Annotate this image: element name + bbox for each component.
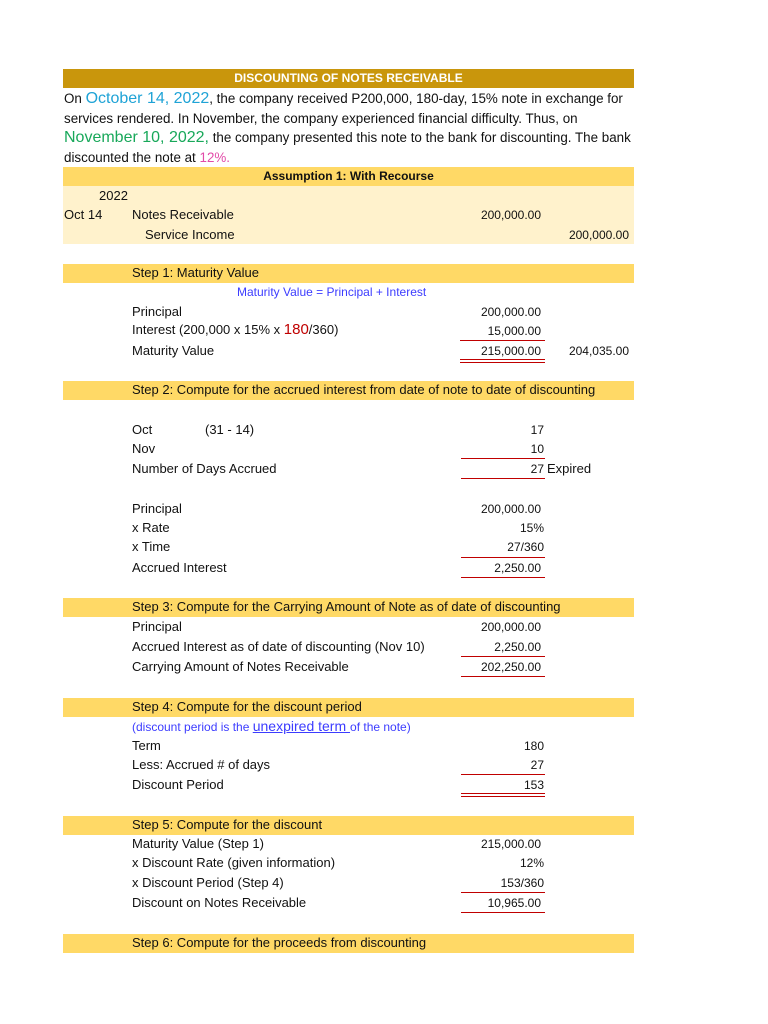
step2-nov-days: 10	[530, 442, 544, 456]
step3-ai: 2,250.00	[494, 640, 541, 654]
step3-ca: 202,250.00	[480, 660, 541, 674]
step2-oct-label: Oct	[132, 422, 153, 437]
step5-dr: 12%	[519, 856, 544, 870]
step1-principal: 200,000.00	[480, 305, 541, 319]
step4-underline	[461, 774, 545, 775]
step1-side-value: 204,035.00	[568, 344, 629, 358]
step5-mv-label: Maturity Value (Step 1)	[132, 836, 264, 851]
step2-time-label: x Time	[132, 539, 171, 554]
step3-ai-label: Accrued Interest as of date of discounting (Nov 10)	[132, 639, 425, 654]
step1-formula: Maturity Value = Principal + Interest	[237, 285, 427, 299]
journal-debit-account: Notes Receivable	[132, 207, 234, 222]
step2-heading: Step 2: Compute for the accrued interest from date of note to date of discounting	[132, 382, 596, 397]
step5-dp-label: x Discount Period (Step 4)	[132, 875, 284, 890]
step5-dr-label: x Discount Rate (given information)	[132, 855, 336, 870]
step5-disc-label: Discount on Notes Receivable	[132, 895, 307, 910]
note-date: October 14, 2022	[85, 90, 210, 107]
step1-interest-days: 180	[283, 321, 309, 338]
step4-note-b: of the note)	[350, 720, 411, 734]
intro-text-3: the company presented this note to the bank for discounting. The bank discounted the note at	[64, 130, 631, 165]
step2-rate-label: x Rate	[132, 520, 170, 535]
step2-principal: 200,000.00	[480, 502, 541, 516]
step2-principal-label: Principal	[132, 501, 182, 516]
step2-ai-underline	[461, 557, 545, 558]
step1-mv: 215,000.00	[480, 344, 541, 358]
step4-term: 180	[523, 739, 544, 753]
step4-note	[132, 718, 411, 734]
discount-rate: 12%.	[199, 149, 231, 165]
step5-dp: 153/360	[500, 876, 544, 890]
step4-note-link: unexpired term	[252, 718, 351, 734]
step3-underline	[461, 656, 545, 657]
step2-days-underline	[461, 458, 545, 459]
step2-days-underline-2	[461, 478, 545, 479]
step5-mv: 215,000.00	[480, 837, 541, 851]
step1-underline	[460, 340, 545, 341]
step4-heading: Step 4: Compute for the discount period	[132, 699, 362, 714]
step1-interest: 15,000.00	[487, 324, 541, 338]
step2-ai-label: Accrued Interest	[132, 560, 227, 575]
step4-dp: 153	[523, 778, 544, 792]
sheet-title: DISCOUNTING OF NOTES RECEIVABLE	[234, 71, 463, 85]
step5-disc: 10,965.00	[487, 896, 541, 910]
intro-text-1: On	[64, 91, 86, 106]
step2-oct-calc: (31 - 14)	[205, 422, 255, 437]
step2-ai-underline-2	[461, 577, 545, 578]
journal-credit-amount: 200,000.00	[568, 228, 629, 242]
step1-double-underline	[460, 359, 545, 363]
step2-days-note: Expired	[547, 461, 592, 476]
step4-term-label: Term	[132, 738, 161, 753]
step2-time: 27/360	[507, 540, 544, 554]
step1-principal-label: Principal	[132, 304, 182, 319]
journal-date: Oct 14	[64, 207, 103, 222]
step5-underline	[461, 892, 545, 893]
step1-interest-label-b: /360)	[308, 322, 339, 337]
intro-text-2: , the company received P200,000, 180-day, 15% note in exchange for services rendered. In November, the company experienced financial difficulty. Thus, on	[64, 91, 623, 126]
step3-principal: 200,000.00	[480, 620, 541, 634]
step2-nov-label: Nov	[132, 441, 156, 456]
step3-underline-2	[461, 676, 545, 677]
step2-rate: 15%	[519, 521, 544, 535]
step4-double-underline	[461, 793, 545, 797]
step3-ca-label: Carrying Amount of Notes Receivable	[132, 659, 349, 674]
discount-date: November 10, 2022,	[64, 129, 209, 146]
step4-note-a: (discount period is the	[132, 720, 253, 734]
step4-less-label: Less: Accrued # of days	[132, 757, 271, 772]
step3-principal-label: Principal	[132, 619, 182, 634]
step1-interest-label	[132, 321, 338, 338]
step5-heading: Step 5: Compute for the discount	[132, 817, 323, 832]
step2-oct-days: 17	[530, 423, 544, 437]
step5-underline-2	[461, 912, 545, 913]
journal-credit-account: Service Income	[145, 227, 235, 242]
step4-less: 27	[530, 758, 544, 772]
step6-heading: Step 6: Compute for the proceeds from discounting	[132, 935, 427, 950]
step4-dp-label: Discount Period	[132, 777, 224, 792]
step2-ai: 2,250.00	[494, 561, 541, 575]
journal-debit-amount: 200,000.00	[480, 208, 541, 222]
step2-days-label: Number of Days Accrued	[132, 461, 277, 476]
step3-heading: Step 3: Compute for the Carrying Amount of Note as of date of discounting	[132, 599, 561, 614]
intro-paragraph	[64, 89, 639, 167]
step1-mv-label: Maturity Value	[132, 343, 215, 358]
journal-year: 2022	[99, 188, 128, 203]
assumption-label: Assumption 1: With Recourse	[263, 169, 434, 183]
step2-days: 27	[530, 462, 544, 476]
step1-heading: Step 1: Maturity Value	[132, 265, 259, 280]
step1-interest-label-a: Interest (200,000 x 15% x	[132, 322, 284, 337]
